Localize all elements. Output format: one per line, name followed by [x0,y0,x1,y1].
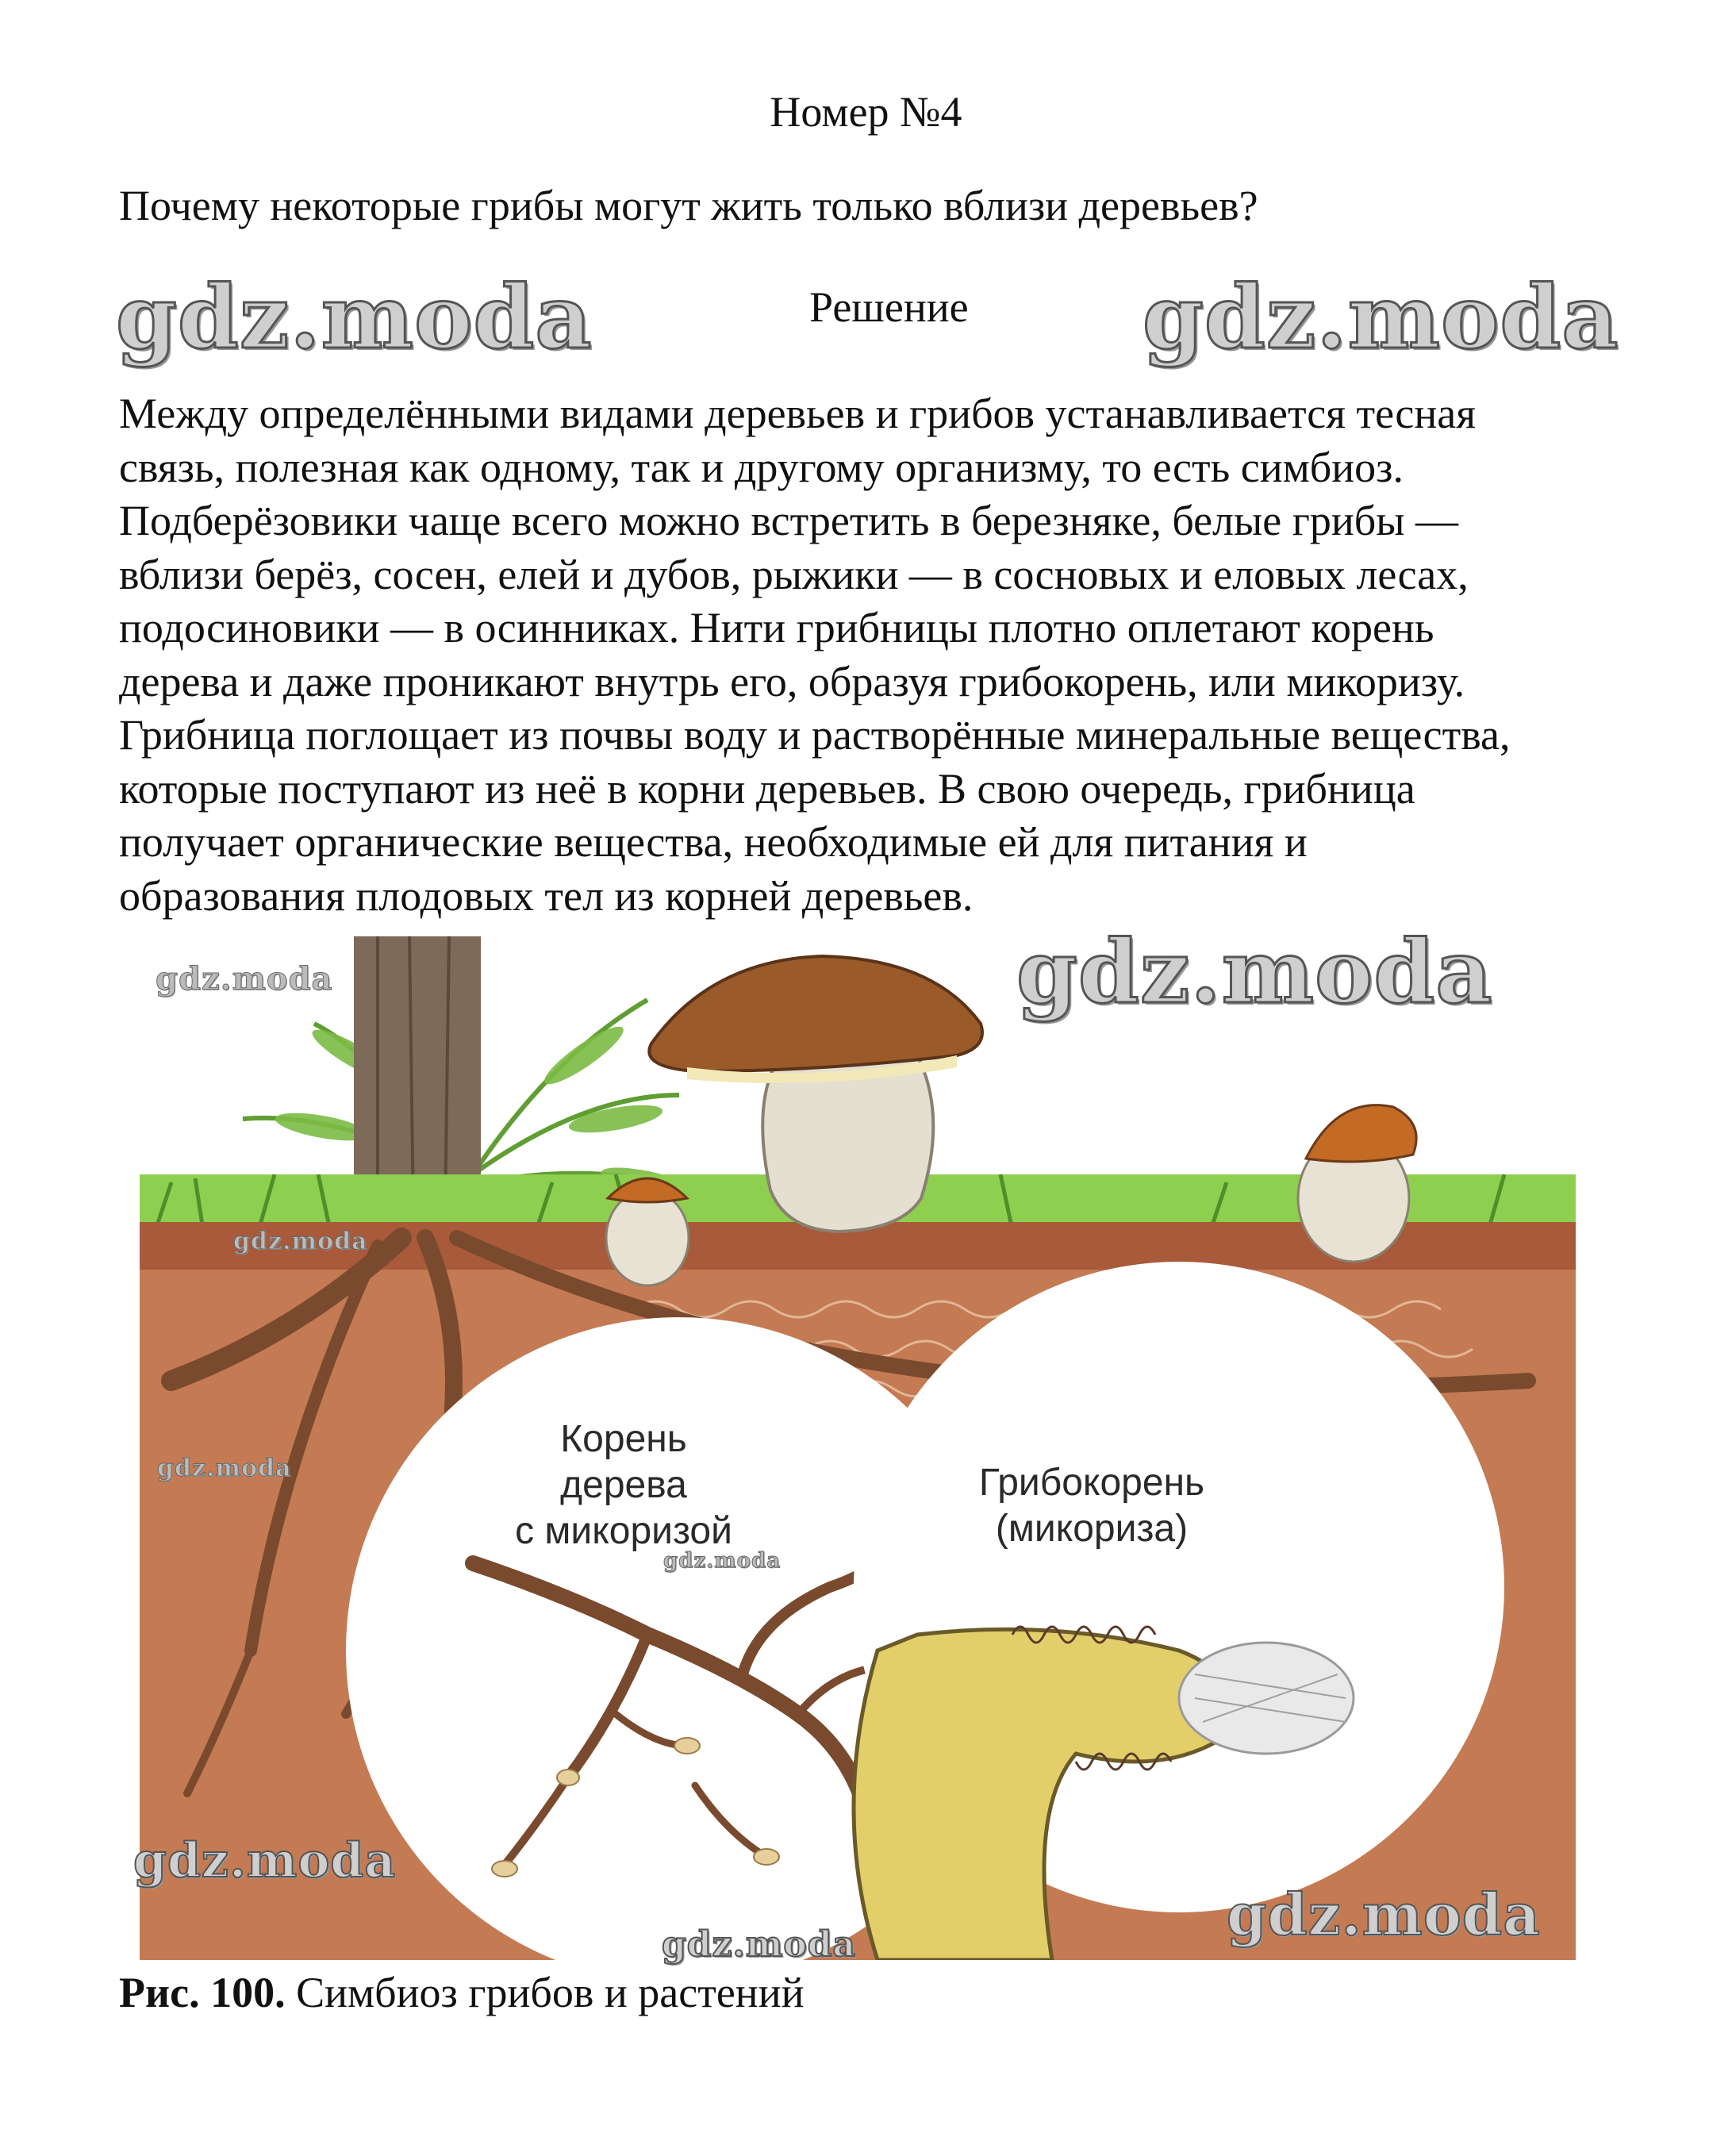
question-text: Почему некоторые грибы могут жить только вблизи деревьев? [119,182,1258,229]
answer-line: Грибница поглощает из почвы воду и растворённые минеральные вещества, [119,711,1511,759]
watermark: gdz.moda [133,1833,397,1889]
answer-line: связь, полезная как одному, так и другому организму, то есть симбиоз. [119,443,1404,491]
answer-line: подосиновики — в осинниках. Нити грибницы плотно оплетают корень [119,604,1434,651]
solution-label: Решение [809,283,969,331]
watermark: gdz.moda [663,1549,782,1573]
answer-line: получает органические вещества, необходимые ей для питания и [119,818,1308,866]
answer-line: Между определёнными видами деревьев и грибов устанавливается тесная [119,390,1477,437]
label-mycorrhiza: Грибокорень (микориза) [978,1462,1205,1550]
answer-line: образования плодовых тел из корней деревьев. [119,871,974,920]
watermark: gdz.moda [1143,266,1619,368]
answer-text [119,387,1674,923]
answer-line: которые поступают из неё в корни деревьев. В свою очередь, грибница [119,764,1415,813]
answer-line: дерева и даже проникают внутрь его, образуя грибокорень, или микоризу. [119,657,1465,705]
mushroom-small-left [606,1178,689,1286]
watermark: gdz.moda [233,1228,368,1255]
watermark: gdz.moda [157,1455,292,1482]
figure-number: Рис. 100. [119,1969,286,2016]
figure-caption [119,1968,804,2017]
symbiosis-illustration [133,920,1576,1965]
watermark: gdz.moda [662,1924,857,1965]
illustration-drawing [140,936,1576,1960]
answer-line: Подберёзовики чаще всего можно встретить в березняке, белые грибы — [119,497,1459,544]
watermark: gdz.moda [156,960,333,997]
figure-caption-text: Симбиоз грибов и растений [285,1969,805,2016]
watermark: gdz.moda [116,266,593,368]
watermark: gdz.moda [1016,920,1493,1023]
watermark: gdz.moda [1227,1881,1541,1948]
label-root-with-mycorrhiza: Корень дерева с микоризой [515,1418,732,1552]
answer-line: вблизи берёз, сосен, елей и дубов, рыжики — в сосновых и еловых лесах, [119,550,1469,598]
page-heading: Номер №4 [770,88,962,136]
